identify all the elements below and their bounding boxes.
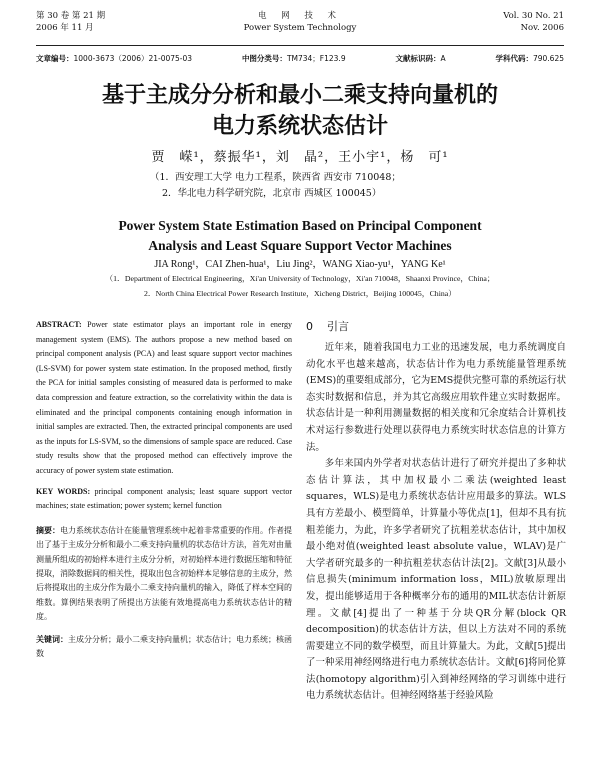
- paper-title-en: [0, 216, 600, 256]
- right-column: [306, 318, 566, 705]
- journal-volume-info-en: [503, 10, 564, 34]
- affiliation-en-2: 2．North China Electrical Power Research Institute，Xicheng District，Beijing 100045，China）: [143, 289, 457, 298]
- page-header: [36, 10, 564, 50]
- keywords-en: [36, 485, 292, 514]
- journal-title-en: Power System Technology: [243, 23, 357, 33]
- article-number: 文章编号：1000-3673（2006）21-0075-03: [36, 54, 193, 63]
- keywords-cn-text: 主成分分析；最小二乘支持向量机；状态估计；电力系统；核函数: [36, 634, 292, 658]
- authors-en: JIA Rong¹，CAI Zhen-hua¹，Liu Jing²，WANG Xiao-yu¹，YANG Ke¹: [154, 259, 446, 270]
- keywords-cn: [36, 633, 292, 662]
- paper-title-en-line2: Analysis and Least Square Support Vector Machines: [148, 238, 452, 253]
- volume-issue-en: Vol. 30 No. 21: [503, 11, 564, 21]
- paper-title-cn: [0, 80, 600, 142]
- abstract-cn-label: 摘要：: [36, 525, 60, 535]
- publication-date: 2006 年 11 月: [36, 23, 94, 33]
- keywords-en-label: KEY WORDS:: [36, 486, 91, 496]
- volume-issue: 第 30 卷 第 21 期: [36, 11, 106, 21]
- publication-date-en: Nov. 2006: [520, 23, 564, 33]
- abstract-en-label: ABSTRACT:: [36, 320, 82, 329]
- journal-title: [36, 10, 564, 34]
- document-code: 文献标识码：A: [395, 54, 446, 63]
- paper-title-en-line1: Power System State Estimation Based on Principal Component: [118, 218, 482, 233]
- affiliation-cn-2: 2．华北电力科学研究院，北京市 西城区 100045）: [162, 188, 382, 199]
- keywords-cn-label: 关键词：: [36, 634, 68, 644]
- section-number: 0: [306, 320, 313, 333]
- journal-title-cn: 电 网 技 术: [257, 11, 343, 21]
- paper-title-cn-line2: 电力系统状态估计: [211, 114, 388, 139]
- affiliations-en: [36, 271, 564, 301]
- section-heading: [306, 318, 566, 334]
- affiliation-cn-1: （1．西安理工大学 电力工程系，陕西省 西安市 710048；: [150, 172, 401, 183]
- affiliations-cn: [150, 170, 510, 202]
- article-meta: [36, 53, 564, 64]
- subject-code: 学科代码：790.625: [495, 54, 564, 63]
- intro-paragraph-2: 多年来国内外学者对状态估计进行了研究并提出了多种状态估计算法，其中加权最小二乘法(weighted least squares，WLS)是电力系统状态估计应用最多的算法。WLS具有方差最小、模型简单，计算量小等优点[1]，但却不具有抗粗差能力，为此，许多学者研究了抗粗差状态估计，其中加权最小绝对值(weighted least absolute value，WLAV)是广大学者研究最多的一种抗粗差状态估计法[2]。文献[3]从最小信息损失(minimum information loss，MIL)放敏原理出发，提出能够适用于各种概率分布的通用的MIL状态估计新原理。文献[4]提出了一种基于分块QR分解(block QR decomposition)的状态估计方法，但以上方法对不同的系统需要建立不同的数学模型，而且计算量大。为此，文献[5]提出了一种采用神经网络进行电力系统状态估计。文献[6]将同伦算法(homotopy algorithm)引入到神经网络的学习训练中进行电力系统状态估计。但神经网络基于经验风险: [306, 458, 566, 702]
- clc-number: 中图分类号：TM734；F123.9: [241, 54, 346, 63]
- abstract-en: [36, 318, 292, 479]
- abstract-cn-text: 电力系统状态估计在能量管理系统中起着非常重要的作用。作者提出了基于主成分分析和最小二乘支持向量机的状态估计方法，首先对由量测量所组成的初始样本进行主成分分析，对初始样本进行数据压缩和特征提取，消除数据间的相关性，提取出包含初始样本足够信息的主成分，然后将提取出的主成分作为最小二乘支持向量机的输入，降低了样本空间的维数。算例结果表明了所提出方法能有效地提高电力系统状态估计的精度。: [36, 525, 292, 622]
- paper-title-cn-line1: 基于主成分分析和最小二乘支持向量机的: [101, 83, 498, 108]
- affiliation-en-1: （1．Department of Electrical Engineering，Xi'an University of Technology，Xi'an 710048，Shaanxi Province，China；: [105, 274, 495, 283]
- abstract-en-text: Power state estimator plays an important role in energy management system (EMS). The authors propose a new method based on principal component analysis (PCA) and least square support vector machines (LS-SVM) for power system state estimation. In the proposed method, firstly the PCA for initial samples consisting of measured data is performed to make data compression and feature extraction, so the correlativity within the data is eliminated and the principal components containing enough information in initial samples are extracted. Then, the extracted principal components are used as the inputs for LS-SVM, so the dimensions of sample space are reduced. Case study results show that the proposed method can effectively improve the accuracy of power system state estimation.: [36, 320, 292, 475]
- authors-cn: 贾 嵘¹，蔡振华¹，刘 晶²，王小宇¹，杨 可¹: [151, 150, 449, 165]
- intro-paragraph-1: 近年来，随着我国电力工业的迅速发展，电力系统调度自动化水平也越来越高，状态估计作为电力系统能量管理系统(EMS)的重要组成部分，它为EMS提供完整可靠的系统运行状态实时数据和信息，并为其它高级应用软件建立实时数据库。状态估计是一种利用测量数据的相关度和冗余度结合计算机技术对运行参数进行处理以获得电力系统实时状态信息的计算方法。: [306, 342, 566, 453]
- abstract-cn: [36, 524, 292, 625]
- keywords-en-text: principal component analysis; least square support vector machines; state estimation; power system; kernel function: [36, 486, 292, 511]
- left-column: [36, 318, 292, 661]
- section-title: 引言: [327, 320, 349, 333]
- header-divider: [36, 45, 564, 46]
